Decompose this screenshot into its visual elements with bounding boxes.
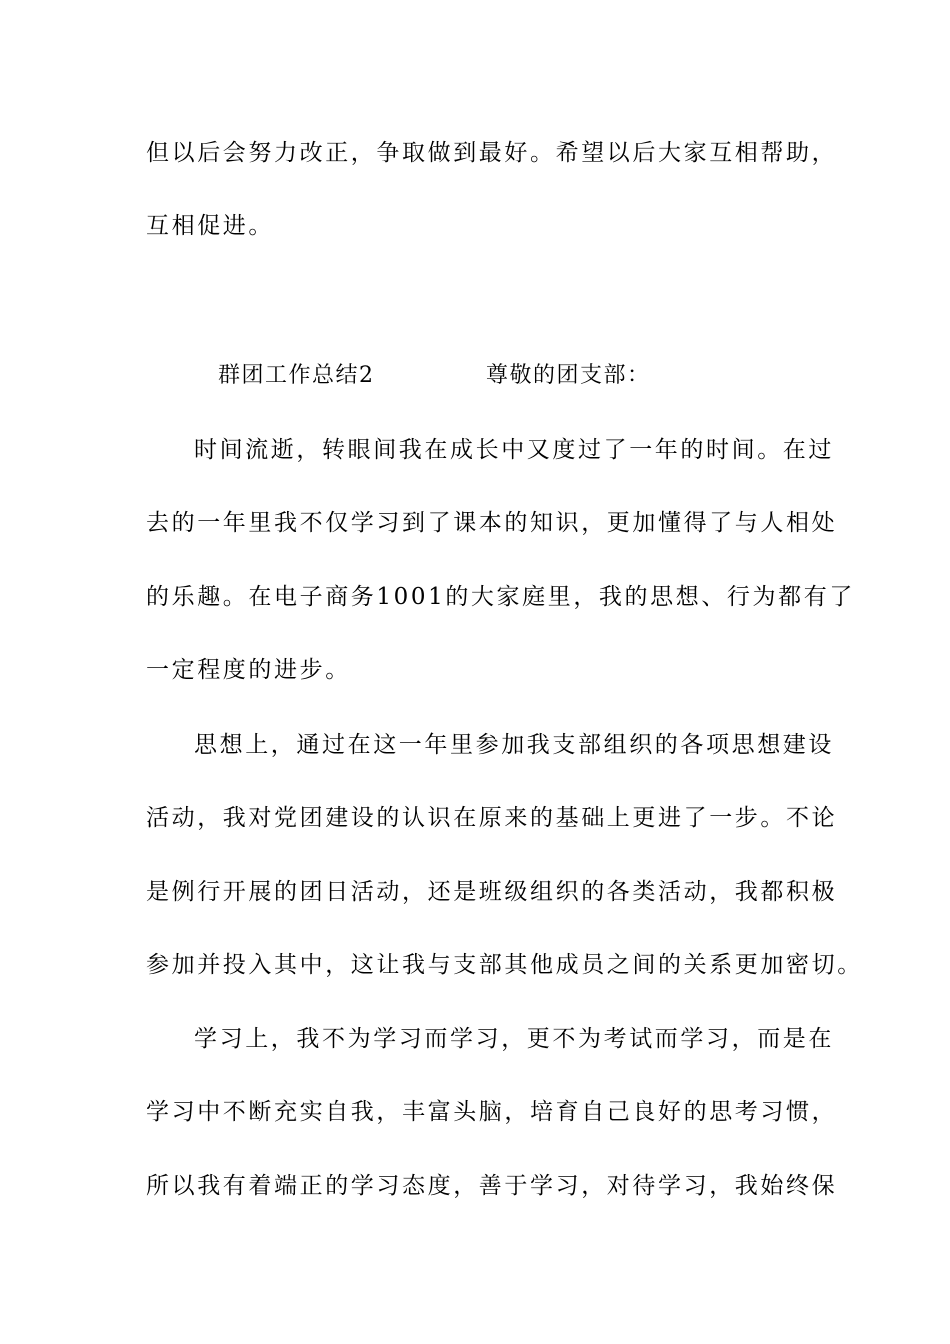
paragraph-line: 所以我有着端正的学习态度，善于学习，对待学习，我始终保 (146, 1173, 838, 1199)
paragraph-line: 时间流逝，转眼间我在成长中又度过了一年的时间。在过 (194, 437, 834, 463)
paragraph-line: 思想上，通过在这一年里参加我支部组织的各项思想建设 (194, 732, 834, 758)
salutation: 尊敬的团支部： (486, 363, 651, 388)
paragraph-line: 学习中不断充实自我，丰富头脑，培育自己良好的思考习惯， (146, 1099, 838, 1125)
section-title: 群团工作总结2 (218, 363, 375, 388)
paragraph-line: 的乐趣。在电子商务1001的大家庭里，我的思想、行为都有了 (146, 584, 855, 610)
paragraph-line: 互相促进。 (146, 213, 274, 239)
paragraph-line: 学习上，我不为学习而学习，更不为考试而学习，而是在 (194, 1026, 834, 1052)
paragraph-line: 是例行开展的团日活动，还是班级组织的各类活动，我都积极 (146, 879, 838, 905)
paragraph-line: 但以后会努力改正，争取做到最好。希望以后大家互相帮助， (146, 140, 838, 166)
paragraph-line: 活动，我对党团建设的认识在原来的基础上更进了一步。不论 (146, 805, 838, 831)
paragraph-line: 去的一年里我不仅学习到了课本的知识，更加懂得了与人相处 (146, 510, 838, 536)
paragraph-line: 一定程度的进步。 (146, 657, 351, 683)
paragraph-line: 参加并投入其中，这让我与支部其他成员之间的关系更加密切。 (146, 952, 863, 978)
